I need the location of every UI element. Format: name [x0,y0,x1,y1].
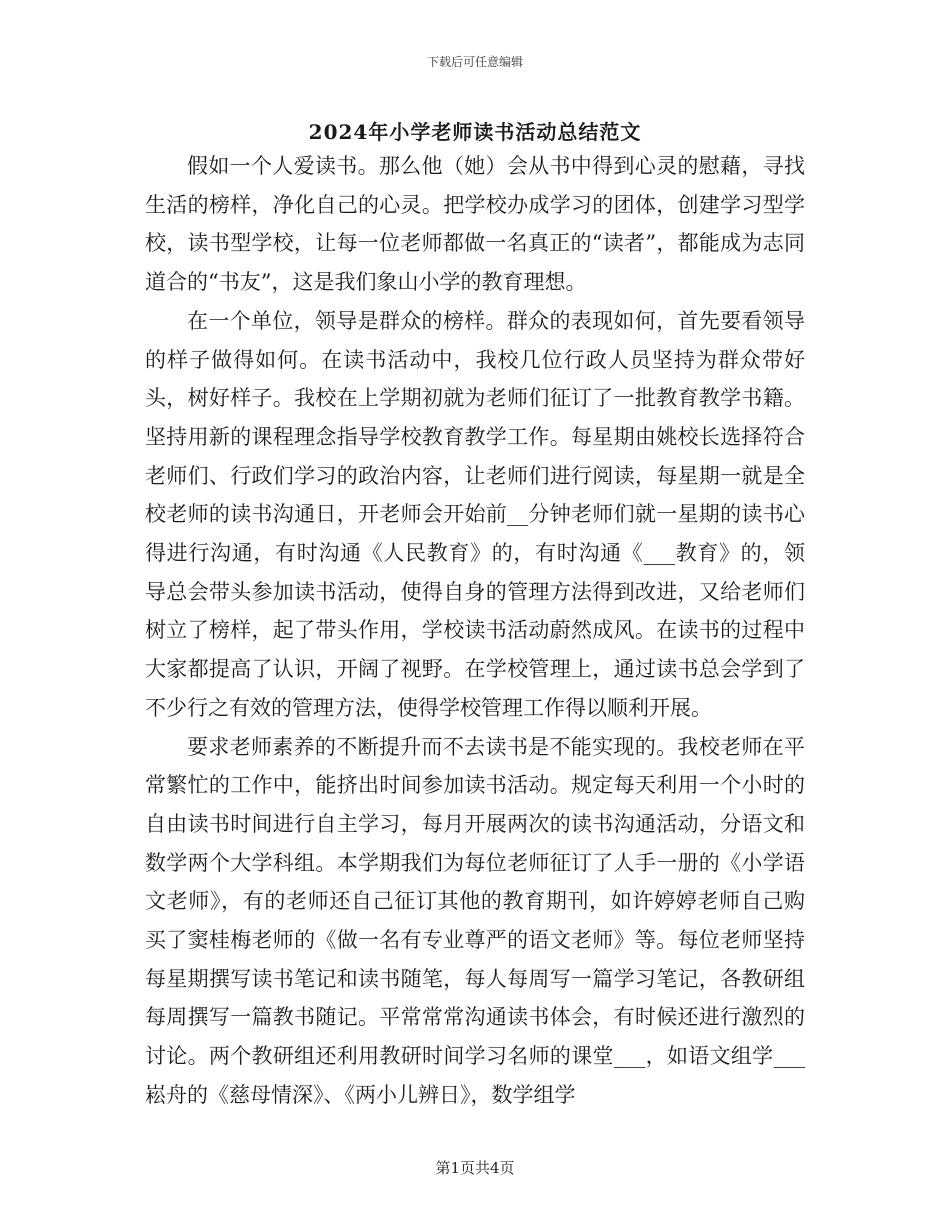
document-title: 2024年小学老师读书活动总结范文 [308,120,642,144]
page-number: 第1页共4页 [435,1159,515,1177]
paragraph-2: 在一个单位，领导是群众的榜样。群众的表现如何，首先要看领导的样子做得如何。在读书活动中，我校几位行政人员坚持为群众带好头，树好样子。我校在上学期初就为老师们征订了一批教育教学书籍。坚持用新的课程理念指导学校教育教学工作。每星期由姚校长选择符合老师们、行政们学习的政治内容，让老师们进行阅读，每星期一就是全校老师的读书沟通日，开老师会开始前__分钟老师们就一星期的读书心得进行沟通，有时沟通《人民教育》的，有时沟通《___教育》的，领导总会带头参加读书活动，使得自身的管理方法得到改进，又给老师们树立了榜样，起了带头作用，学校读书活动蔚然成风。在读书的过程中大家都提高了认识，开阔了视野。在学校管理上，通过读书总会学到了不少行之有效的管理方法，使得学校管理工作得以顺利开展。 [145,308,805,720]
document-body [145,147,805,1115]
paragraph-3: 要求老师素养的不断提升而不去读书是不能实现的。我校老师在平常繁忙的工作中，能挤出时间参加读书活动。规定每天利用一个小时的自由读书时间进行自主学习，每月开展两次的读书沟通活动，分语文和数学两个大学科组。本学期我们为每位老师征订了人手一册的《小学语文老师》，有的老师还自己征订其他的教育期刊，如许婷婷老师自己购买了窦桂梅老师的《做一名有专业尊严的语文老师》等。每位老师坚持每星期撰写读书笔记和读书随笔，每人每周写一篇学习笔记，各教研组每周撰写一篇教书随记。平常常常沟通读书体会，有时候还进行激烈的讨论。两个教研组还利用教研时间学习名师的课堂___，如语文组学___崧舟的《慈母情深》、《两小儿辨日》，数学组学 [145,734,805,1107]
page-header-note: 下载后可任意编辑 [426,55,523,69]
paragraph-1: 假如一个人爱读书。那么他（她）会从书中得到心灵的慰藉，寻找生活的榜样，净化自己的心灵。把学校办成学习的团体，创建学习型学校，读书型学校，让每一位老师都做一名真正的“读者”，都能成为志同道合的“书友”，这是我们象山小学的教育理想。 [145,154,805,295]
